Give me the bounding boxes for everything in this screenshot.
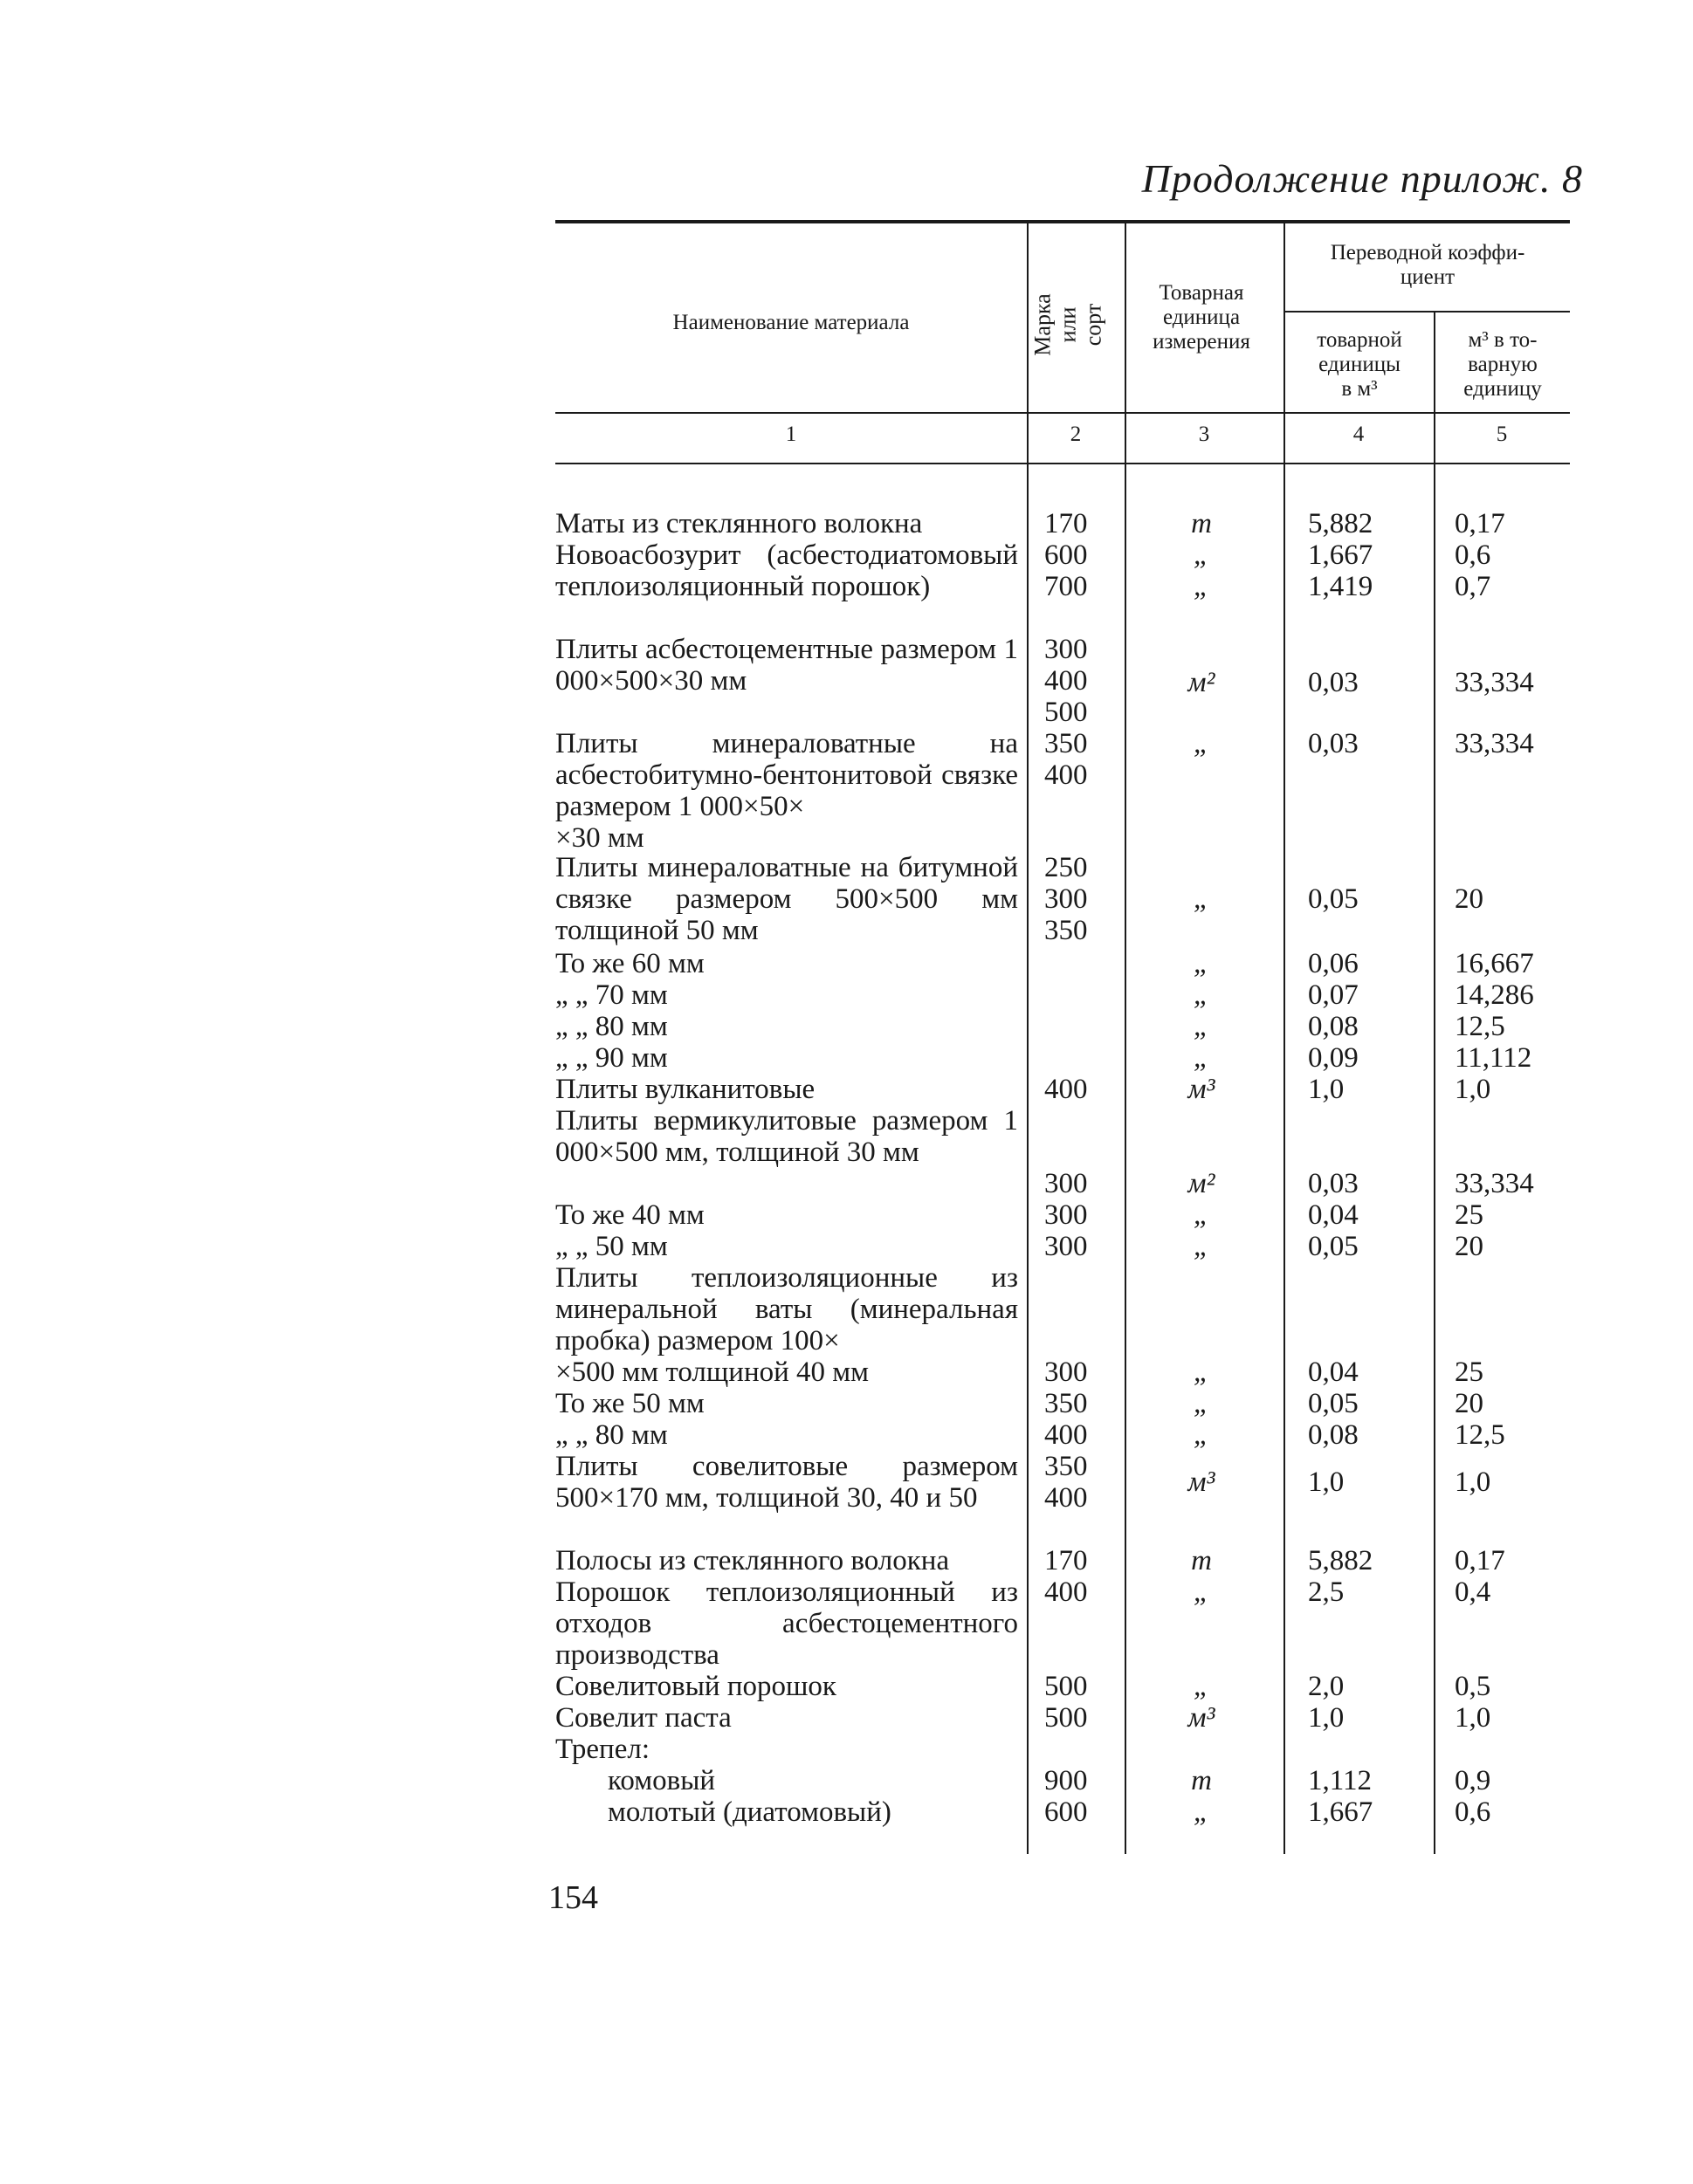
material-name: „ „ 80 мм [555, 1419, 668, 1451]
header-rule [555, 412, 1570, 414]
coef-b: 33,334 [1455, 728, 1534, 759]
grade: 250 300 350 [1044, 852, 1088, 946]
unit: „ [1193, 1671, 1210, 1702]
col-number-1: 1 [785, 422, 797, 446]
material-name: То же 40 мм [555, 1199, 705, 1231]
coef-a: 1,667 1,419 [1308, 539, 1373, 602]
unit: „ [1193, 883, 1210, 915]
table-top-rule [555, 220, 1570, 223]
unit: м³ [1187, 1074, 1215, 1105]
coef-b: 0,17 [1455, 1545, 1505, 1576]
unit: „ [1193, 1356, 1210, 1388]
grade: 300 [1044, 1356, 1088, 1388]
numbers-rule [555, 463, 1570, 464]
material-name: комовый [608, 1765, 716, 1796]
coef-a: 0,06 [1308, 948, 1359, 979]
material-name: молотый (диатомовый) [608, 1796, 891, 1828]
page-heading: Продолжение прилож. 8 [1141, 156, 1583, 201]
coef-a: 0,03 [1308, 728, 1359, 759]
coef-a: 1,112 [1308, 1765, 1373, 1796]
coef-a: 2,5 [1308, 1576, 1345, 1608]
unit: м³ [1187, 1466, 1215, 1498]
coef-a: 1,0 [1308, 1466, 1345, 1498]
grade: 400 [1044, 1576, 1088, 1608]
material-name: „ „ 50 мм [555, 1231, 668, 1262]
coef-a: 0,05 [1308, 1388, 1359, 1419]
grade: 300 400 500 [1044, 634, 1088, 728]
header-name: Наименование материала [672, 311, 910, 334]
grade: 350 400 [1044, 1451, 1088, 1514]
material-name: Порошок теплоизоляционный из отходов асбестоцементного производства [555, 1576, 1018, 1671]
col-divider-1 [1027, 220, 1029, 1854]
unit: „ [1193, 948, 1210, 979]
material-name: Трепел: [555, 1734, 650, 1765]
unit: т [1191, 1765, 1212, 1796]
header-unit: Товарная единица измерения [1153, 281, 1250, 354]
grade: 300 [1044, 1231, 1088, 1262]
material-name: Плиты вулканитовые [555, 1074, 816, 1105]
unit: „ [1193, 1796, 1210, 1828]
coef-a: 0,03 [1308, 1168, 1359, 1199]
header-coef-a: товарной единицы в м³ [1317, 328, 1402, 401]
header-coef-b: м³ в то- варную единицу [1463, 328, 1542, 401]
coef-b: 12,5 [1455, 1419, 1505, 1451]
grade: 600 700 [1044, 539, 1088, 602]
grade: 350 400 [1044, 728, 1088, 791]
coef-b: 1,0 [1455, 1702, 1491, 1734]
unit: „ [1193, 1011, 1210, 1042]
material-name: Полосы из стеклянного волокна [555, 1545, 950, 1576]
material-name: Плиты минераловатные на битумной связке размером 500×500 мм толщиной 50 мм [555, 852, 1018, 946]
material-name: „ „ 90 мм [555, 1042, 668, 1074]
coef-b: 33,334 [1455, 667, 1534, 698]
coef-b: 1,0 [1455, 1466, 1491, 1498]
grade: 600 [1044, 1796, 1088, 1828]
coef-a: 0,04 [1308, 1356, 1359, 1388]
coef-a: 5,882 [1308, 508, 1373, 539]
col-number-5: 5 [1496, 422, 1508, 446]
grade: 170 [1044, 508, 1088, 539]
coef-b: 14,286 [1455, 979, 1534, 1011]
unit: т [1191, 508, 1212, 539]
unit: „ [1193, 728, 1210, 759]
coef-a: 2,0 [1308, 1671, 1345, 1702]
material-name: Плиты совелитовые размером 500×170 мм, толщиной 30, 40 и 50 [555, 1451, 1018, 1514]
coef-subheader-rule [1284, 311, 1570, 312]
unit: „ [1193, 1388, 1210, 1419]
unit: т [1191, 1545, 1212, 1576]
grade: 400 [1044, 1074, 1088, 1105]
grade: 300 [1044, 1199, 1088, 1231]
material-name: Совелит паста [555, 1702, 732, 1734]
coef-b: 0,9 [1455, 1765, 1491, 1796]
col-divider-4 [1434, 311, 1435, 1854]
coef-a: 0,04 [1308, 1199, 1359, 1231]
material-name: Маты из стеклянного волокна [555, 508, 923, 539]
material-name: Плиты минераловатные на асбестобитумно-бентонитовой связке размером 1 000×50× ×30 мм [555, 728, 1018, 854]
coef-a: 0,08 [1308, 1419, 1359, 1451]
grade: 170 [1044, 1545, 1088, 1576]
grade: 300 [1044, 1168, 1088, 1199]
col-number-3: 3 [1198, 422, 1210, 446]
coef-a: 0,07 [1308, 979, 1359, 1011]
grade: 500 [1044, 1671, 1088, 1702]
coef-a: 5,882 [1308, 1545, 1373, 1576]
col-divider-3 [1284, 220, 1285, 1854]
coef-b: 0,17 [1455, 508, 1505, 539]
unit: „ [1193, 1231, 1210, 1262]
coef-b: 0,6 0,7 [1455, 539, 1491, 602]
coef-b: 25 [1455, 1199, 1483, 1231]
grade: 900 [1044, 1765, 1088, 1796]
coef-b: 1,0 [1455, 1074, 1491, 1105]
coef-b: 12,5 [1455, 1011, 1505, 1042]
unit: м² [1187, 1168, 1215, 1199]
coef-a: 1,0 [1308, 1074, 1345, 1105]
material-name: „ „ 80 мм [555, 1011, 668, 1042]
grade: 350 [1044, 1388, 1088, 1419]
coef-a: 0,05 [1308, 1231, 1359, 1262]
material-name: Плиты вермикулитовые размером 1 000×500 мм, толщиной 30 мм [555, 1105, 1018, 1168]
material-name: То же 50 мм [555, 1388, 705, 1419]
unit: „ [1193, 1199, 1210, 1231]
material-name: Совелитовый порошок [555, 1671, 836, 1702]
coef-b: 16,667 [1455, 948, 1534, 979]
grade: 400 [1044, 1419, 1088, 1451]
coef-b: 0,6 [1455, 1796, 1491, 1828]
material-name: Плиты теплоизоляционные из минеральной ваты (минеральная пробка) размером 100× ×500 мм толщиной 40 мм [555, 1262, 1018, 1388]
material-name: То же 60 мм [555, 948, 705, 979]
coef-b: 0,5 [1455, 1671, 1491, 1702]
coef-b: 0,4 [1455, 1576, 1491, 1608]
coef-b: 33,334 [1455, 1168, 1534, 1199]
coef-b: 11,112 [1455, 1042, 1532, 1074]
coef-a: 1,667 [1308, 1796, 1373, 1828]
material-name: Плиты асбестоцементные размером 1 000×500×30 мм [555, 634, 1018, 697]
header-grade-text: Марка или сорт [1029, 293, 1106, 356]
header-grade [1029, 250, 1106, 400]
coef-a: 0,08 [1308, 1011, 1359, 1042]
page-number: 154 [548, 1879, 598, 1916]
coef-a: 0,09 [1308, 1042, 1359, 1074]
coef-b: 20 [1455, 1231, 1483, 1262]
unit: „ [1193, 1419, 1210, 1451]
col-number-4: 4 [1352, 422, 1365, 446]
grade: 500 [1044, 1702, 1088, 1734]
coef-a: 1,0 [1308, 1702, 1345, 1734]
coef-b: 20 [1455, 1388, 1483, 1419]
material-name: Новоасбозурит (асбестодиатомовый теплоизоляционный порошок) [555, 539, 1018, 602]
col-number-2: 2 [1070, 422, 1082, 446]
coef-a: 0,05 [1308, 883, 1359, 915]
unit: „ [1193, 1042, 1210, 1074]
unit: „ „ [1193, 539, 1210, 602]
material-name: „ „ 70 мм [555, 979, 668, 1011]
unit: м² [1187, 667, 1215, 698]
coef-a: 0,03 [1308, 667, 1359, 698]
header-coefficient: Переводной коэффи- циент [1330, 241, 1525, 289]
unit: м³ [1187, 1702, 1215, 1734]
unit: „ [1193, 1576, 1210, 1608]
coef-b: 25 [1455, 1356, 1483, 1388]
coef-b: 20 [1455, 883, 1483, 915]
unit: „ [1193, 979, 1210, 1011]
